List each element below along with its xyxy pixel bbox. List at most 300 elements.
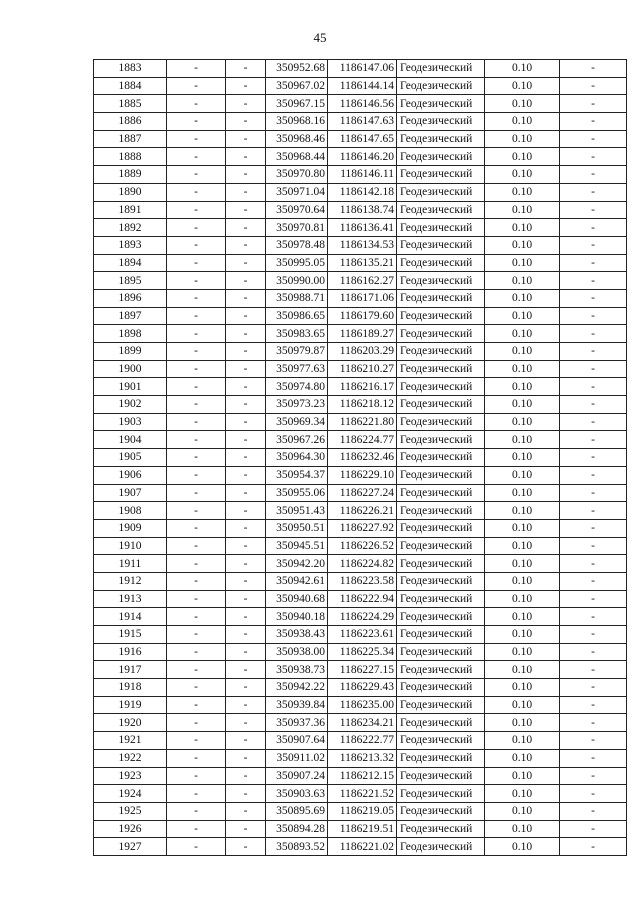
cell-old-x: - — [167, 519, 226, 537]
cell-precision: 0.10 — [485, 590, 560, 608]
cell-coord-y: 1186223.61 — [328, 626, 397, 644]
cell-description: - — [560, 183, 627, 201]
cell-precision: 0.10 — [485, 838, 560, 856]
cell-coord-x: 350967.02 — [266, 77, 328, 95]
cell-description: - — [560, 449, 627, 467]
cell-method: Геодезический — [397, 289, 485, 307]
cell-coord-x: 350983.65 — [266, 325, 328, 343]
cell-coord-y: 1186229.10 — [328, 466, 397, 484]
cell-precision: 0.10 — [485, 537, 560, 555]
cell-point-number: 1910 — [94, 537, 167, 555]
cell-description: - — [560, 643, 627, 661]
cell-precision: 0.10 — [485, 502, 560, 520]
cell-point-number: 1917 — [94, 661, 167, 679]
cell-old-y: - — [226, 820, 266, 838]
cell-description: - — [560, 555, 627, 573]
table-row — [94, 626, 627, 644]
cell-precision: 0.10 — [485, 343, 560, 361]
cell-description: - — [560, 785, 627, 803]
cell-description: - — [560, 679, 627, 697]
cell-description: - — [560, 626, 627, 644]
table-row — [94, 396, 627, 414]
cell-description: - — [560, 537, 627, 555]
cell-description: - — [560, 820, 627, 838]
cell-coord-x: 350973.23 — [266, 396, 328, 414]
cell-precision: 0.10 — [485, 749, 560, 767]
cell-old-x: - — [167, 626, 226, 644]
cell-old-x: - — [167, 396, 226, 414]
cell-precision: 0.10 — [485, 802, 560, 820]
page-number: 45 — [313, 30, 327, 45]
cell-description: - — [560, 60, 627, 78]
cell-old-y: - — [226, 661, 266, 679]
cell-description: - — [560, 838, 627, 856]
cell-point-number: 1924 — [94, 785, 167, 803]
cell-coord-x: 350950.51 — [266, 519, 328, 537]
cell-point-number: 1916 — [94, 643, 167, 661]
table-row — [94, 785, 627, 803]
cell-old-y: - — [226, 254, 266, 272]
table-row — [94, 643, 627, 661]
cell-old-y: - — [226, 396, 266, 414]
cell-description: - — [560, 519, 627, 537]
cell-old-x: - — [167, 714, 226, 732]
cell-point-number: 1921 — [94, 732, 167, 750]
cell-description: - — [560, 396, 627, 414]
table-row — [94, 325, 627, 343]
cell-precision: 0.10 — [485, 272, 560, 290]
cell-precision: 0.10 — [485, 360, 560, 378]
cell-coord-x: 350995.05 — [266, 254, 328, 272]
cell-coord-y: 1186203.29 — [328, 343, 397, 361]
cell-coord-x: 350938.43 — [266, 626, 328, 644]
cell-point-number: 1907 — [94, 484, 167, 502]
cell-point-number: 1923 — [94, 767, 167, 785]
cell-coord-y: 1186229.43 — [328, 679, 397, 697]
cell-precision: 0.10 — [485, 643, 560, 661]
cell-point-number: 1925 — [94, 802, 167, 820]
cell-method: Геодезический — [397, 838, 485, 856]
cell-method: Геодезический — [397, 820, 485, 838]
cell-old-x: - — [167, 95, 226, 113]
cell-precision: 0.10 — [485, 484, 560, 502]
cell-old-y: - — [226, 148, 266, 166]
cell-method: Геодезический — [397, 696, 485, 714]
cell-coord-y: 1186221.80 — [328, 413, 397, 431]
cell-point-number: 1888 — [94, 148, 167, 166]
cell-coord-x: 350971.04 — [266, 183, 328, 201]
cell-method: Геодезический — [397, 572, 485, 590]
cell-coord-y: 1186136.41 — [328, 219, 397, 237]
cell-precision: 0.10 — [485, 555, 560, 573]
cell-old-y: - — [226, 325, 266, 343]
coordinates-table — [93, 59, 627, 856]
cell-method: Геодезический — [397, 555, 485, 573]
cell-old-y: - — [226, 236, 266, 254]
cell-method: Геодезический — [397, 166, 485, 184]
cell-method: Геодезический — [397, 360, 485, 378]
cell-old-y: - — [226, 608, 266, 626]
cell-old-x: - — [167, 113, 226, 131]
cell-old-x: - — [167, 537, 226, 555]
cell-point-number: 1900 — [94, 360, 167, 378]
cell-coord-x: 350903.63 — [266, 785, 328, 803]
cell-old-x: - — [167, 838, 226, 856]
cell-point-number: 1908 — [94, 502, 167, 520]
cell-coord-x: 350942.22 — [266, 679, 328, 697]
cell-method: Геодезический — [397, 325, 485, 343]
cell-point-number: 1904 — [94, 431, 167, 449]
cell-method: Геодезический — [397, 113, 485, 131]
table-row — [94, 732, 627, 750]
cell-method: Геодезический — [397, 60, 485, 78]
cell-precision: 0.10 — [485, 732, 560, 750]
cell-coord-x: 350979.87 — [266, 343, 328, 361]
cell-description: - — [560, 254, 627, 272]
cell-coord-x: 350937.36 — [266, 714, 328, 732]
cell-method: Геодезический — [397, 219, 485, 237]
cell-point-number: 1918 — [94, 679, 167, 697]
cell-coord-x: 350986.65 — [266, 307, 328, 325]
table-row — [94, 572, 627, 590]
cell-old-y: - — [226, 60, 266, 78]
cell-point-number: 1899 — [94, 343, 167, 361]
cell-old-y: - — [226, 113, 266, 131]
cell-old-y: - — [226, 77, 266, 95]
cell-coord-y: 1186138.74 — [328, 201, 397, 219]
cell-method: Геодезический — [397, 236, 485, 254]
cell-old-y: - — [226, 166, 266, 184]
cell-old-x: - — [167, 183, 226, 201]
cell-old-x: - — [167, 236, 226, 254]
cell-coord-x: 350938.00 — [266, 643, 328, 661]
table-row — [94, 307, 627, 325]
cell-method: Геодезический — [397, 714, 485, 732]
cell-old-x: - — [167, 289, 226, 307]
cell-coord-y: 1186213.32 — [328, 749, 397, 767]
cell-old-y: - — [226, 749, 266, 767]
cell-old-x: - — [167, 378, 226, 396]
cell-description: - — [560, 343, 627, 361]
cell-precision: 0.10 — [485, 696, 560, 714]
cell-method: Геодезический — [397, 378, 485, 396]
table-row — [94, 378, 627, 396]
cell-old-x: - — [167, 60, 226, 78]
cell-point-number: 1885 — [94, 95, 167, 113]
cell-old-x: - — [167, 307, 226, 325]
cell-method: Геодезический — [397, 343, 485, 361]
cell-description: - — [560, 431, 627, 449]
cell-old-y: - — [226, 643, 266, 661]
cell-old-y: - — [226, 272, 266, 290]
cell-method: Геодезический — [397, 201, 485, 219]
cell-precision: 0.10 — [485, 254, 560, 272]
cell-precision: 0.10 — [485, 608, 560, 626]
table-row — [94, 183, 627, 201]
cell-coord-y: 1186224.77 — [328, 431, 397, 449]
cell-old-x: - — [167, 484, 226, 502]
cell-method: Геодезический — [397, 802, 485, 820]
cell-point-number: 1891 — [94, 201, 167, 219]
cell-coord-y: 1186222.77 — [328, 732, 397, 750]
cell-point-number: 1886 — [94, 113, 167, 131]
cell-method: Геодезический — [397, 95, 485, 113]
cell-old-y: - — [226, 732, 266, 750]
cell-coord-x: 350964.30 — [266, 449, 328, 467]
cell-coord-y: 1186221.02 — [328, 838, 397, 856]
cell-coord-y: 1186171.06 — [328, 289, 397, 307]
cell-precision: 0.10 — [485, 236, 560, 254]
cell-coord-x: 350938.73 — [266, 661, 328, 679]
cell-description: - — [560, 130, 627, 148]
cell-old-y: - — [226, 201, 266, 219]
cell-old-y: - — [226, 572, 266, 590]
cell-old-y: - — [226, 785, 266, 803]
cell-point-number: 1901 — [94, 378, 167, 396]
cell-description: - — [560, 236, 627, 254]
cell-coord-x: 350974.80 — [266, 378, 328, 396]
cell-old-y: - — [226, 289, 266, 307]
cell-point-number: 1927 — [94, 838, 167, 856]
table-row — [94, 537, 627, 555]
cell-precision: 0.10 — [485, 714, 560, 732]
table-row — [94, 166, 627, 184]
table-row — [94, 254, 627, 272]
cell-coord-x: 350907.64 — [266, 732, 328, 750]
cell-description: - — [560, 661, 627, 679]
cell-method: Геодезический — [397, 502, 485, 520]
cell-method: Геодезический — [397, 431, 485, 449]
cell-description: - — [560, 608, 627, 626]
cell-point-number: 1902 — [94, 396, 167, 414]
cell-precision: 0.10 — [485, 785, 560, 803]
cell-coord-x: 350894.28 — [266, 820, 328, 838]
cell-description: - — [560, 95, 627, 113]
cell-precision: 0.10 — [485, 626, 560, 644]
cell-point-number: 1884 — [94, 77, 167, 95]
cell-method: Геодезический — [397, 307, 485, 325]
cell-description: - — [560, 714, 627, 732]
cell-description: - — [560, 572, 627, 590]
cell-coord-y: 1186221.52 — [328, 785, 397, 803]
table-row — [94, 608, 627, 626]
cell-coord-x: 350977.63 — [266, 360, 328, 378]
cell-point-number: 1887 — [94, 130, 167, 148]
table-row — [94, 502, 627, 520]
table-body — [94, 60, 627, 856]
cell-method: Геодезический — [397, 661, 485, 679]
cell-old-x: - — [167, 643, 226, 661]
cell-precision: 0.10 — [485, 77, 560, 95]
cell-coord-y: 1186147.63 — [328, 113, 397, 131]
cell-point-number: 1905 — [94, 449, 167, 467]
cell-precision: 0.10 — [485, 820, 560, 838]
cell-precision: 0.10 — [485, 183, 560, 201]
cell-point-number: 1892 — [94, 219, 167, 237]
cell-coord-x: 350940.18 — [266, 608, 328, 626]
cell-coord-y: 1186235.00 — [328, 696, 397, 714]
cell-old-x: - — [167, 502, 226, 520]
cell-old-x: - — [167, 590, 226, 608]
cell-coord-x: 350939.84 — [266, 696, 328, 714]
cell-method: Геодезический — [397, 130, 485, 148]
cell-coord-y: 1186146.11 — [328, 166, 397, 184]
cell-old-y: - — [226, 343, 266, 361]
cell-old-y: - — [226, 466, 266, 484]
cell-old-x: - — [167, 679, 226, 697]
cell-coord-x: 350945.51 — [266, 537, 328, 555]
table-row — [94, 661, 627, 679]
cell-coord-y: 1186216.17 — [328, 378, 397, 396]
cell-old-x: - — [167, 820, 226, 838]
cell-precision: 0.10 — [485, 466, 560, 484]
cell-coord-x: 350970.80 — [266, 166, 328, 184]
table-row — [94, 466, 627, 484]
cell-description: - — [560, 802, 627, 820]
table-row — [94, 343, 627, 361]
cell-old-x: - — [167, 130, 226, 148]
cell-old-x: - — [167, 166, 226, 184]
cell-description: - — [560, 201, 627, 219]
cell-coord-x: 350967.15 — [266, 95, 328, 113]
cell-precision: 0.10 — [485, 572, 560, 590]
cell-coord-y: 1186219.05 — [328, 802, 397, 820]
cell-old-x: - — [167, 608, 226, 626]
cell-method: Геодезический — [397, 396, 485, 414]
cell-old-x: - — [167, 413, 226, 431]
cell-old-x: - — [167, 555, 226, 573]
cell-precision: 0.10 — [485, 767, 560, 785]
cell-old-y: - — [226, 679, 266, 697]
cell-coord-y: 1186223.58 — [328, 572, 397, 590]
cell-old-y: - — [226, 130, 266, 148]
cell-precision: 0.10 — [485, 95, 560, 113]
cell-old-y: - — [226, 767, 266, 785]
table-row — [94, 130, 627, 148]
cell-point-number: 1912 — [94, 572, 167, 590]
cell-old-x: - — [167, 785, 226, 803]
cell-old-x: - — [167, 767, 226, 785]
table-row — [94, 679, 627, 697]
table-row — [94, 714, 627, 732]
cell-coord-x: 350990.00 — [266, 272, 328, 290]
cell-description: - — [560, 148, 627, 166]
cell-coord-y: 1186227.24 — [328, 484, 397, 502]
cell-old-x: - — [167, 148, 226, 166]
cell-description: - — [560, 113, 627, 131]
table-row — [94, 219, 627, 237]
cell-coord-y: 1186232.46 — [328, 449, 397, 467]
cell-old-y: - — [226, 696, 266, 714]
cell-description: - — [560, 466, 627, 484]
cell-precision: 0.10 — [485, 325, 560, 343]
cell-point-number: 1922 — [94, 749, 167, 767]
cell-coord-x: 350970.81 — [266, 219, 328, 237]
cell-description: - — [560, 307, 627, 325]
cell-old-x: - — [167, 201, 226, 219]
table-row — [94, 519, 627, 537]
cell-point-number: 1911 — [94, 555, 167, 573]
cell-point-number: 1890 — [94, 183, 167, 201]
cell-old-x: - — [167, 572, 226, 590]
cell-method: Геодезический — [397, 732, 485, 750]
cell-coord-x: 350968.46 — [266, 130, 328, 148]
cell-point-number: 1909 — [94, 519, 167, 537]
table-row — [94, 148, 627, 166]
cell-point-number: 1889 — [94, 166, 167, 184]
cell-coord-x: 350893.52 — [266, 838, 328, 856]
cell-old-x: - — [167, 254, 226, 272]
cell-method: Геодезический — [397, 484, 485, 502]
cell-precision: 0.10 — [485, 413, 560, 431]
cell-precision: 0.10 — [485, 679, 560, 697]
cell-precision: 0.10 — [485, 219, 560, 237]
table-row — [94, 749, 627, 767]
cell-old-x: - — [167, 732, 226, 750]
table-row — [94, 449, 627, 467]
table-row — [94, 289, 627, 307]
cell-description: - — [560, 484, 627, 502]
cell-old-x: - — [167, 360, 226, 378]
cell-coord-y: 1186224.82 — [328, 555, 397, 573]
cell-point-number: 1896 — [94, 289, 167, 307]
cell-method: Геодезический — [397, 519, 485, 537]
cell-coord-x: 350969.34 — [266, 413, 328, 431]
cell-coord-y: 1186144.14 — [328, 77, 397, 95]
cell-old-y: - — [226, 714, 266, 732]
cell-method: Геодезический — [397, 679, 485, 697]
table-row — [94, 113, 627, 131]
cell-method: Геодезический — [397, 643, 485, 661]
cell-old-y: - — [226, 413, 266, 431]
cell-method: Геодезический — [397, 272, 485, 290]
table-row — [94, 77, 627, 95]
cell-coord-x: 350951.43 — [266, 502, 328, 520]
cell-precision: 0.10 — [485, 307, 560, 325]
cell-coord-x: 350968.44 — [266, 148, 328, 166]
cell-point-number: 1926 — [94, 820, 167, 838]
cell-coord-y: 1186135.21 — [328, 254, 397, 272]
cell-old-y: - — [226, 360, 266, 378]
cell-coord-x: 350940.68 — [266, 590, 328, 608]
cell-old-y: - — [226, 555, 266, 573]
cell-old-x: - — [167, 431, 226, 449]
cell-precision: 0.10 — [485, 449, 560, 467]
cell-description: - — [560, 767, 627, 785]
cell-description: - — [560, 378, 627, 396]
cell-coord-x: 350968.16 — [266, 113, 328, 131]
table-row — [94, 484, 627, 502]
cell-old-y: - — [226, 537, 266, 555]
cell-method: Геодезический — [397, 626, 485, 644]
table-row — [94, 236, 627, 254]
cell-old-y: - — [226, 519, 266, 537]
table-row — [94, 838, 627, 856]
cell-old-x: - — [167, 466, 226, 484]
cell-method: Геодезический — [397, 537, 485, 555]
cell-coord-x: 350954.37 — [266, 466, 328, 484]
cell-old-y: - — [226, 838, 266, 856]
cell-description: - — [560, 77, 627, 95]
cell-method: Геодезический — [397, 449, 485, 467]
table-row — [94, 201, 627, 219]
cell-coord-y: 1186227.15 — [328, 661, 397, 679]
cell-old-x: - — [167, 272, 226, 290]
cell-old-x: - — [167, 325, 226, 343]
cell-coord-y: 1186219.51 — [328, 820, 397, 838]
cell-coord-y: 1186224.29 — [328, 608, 397, 626]
cell-method: Геодезический — [397, 183, 485, 201]
